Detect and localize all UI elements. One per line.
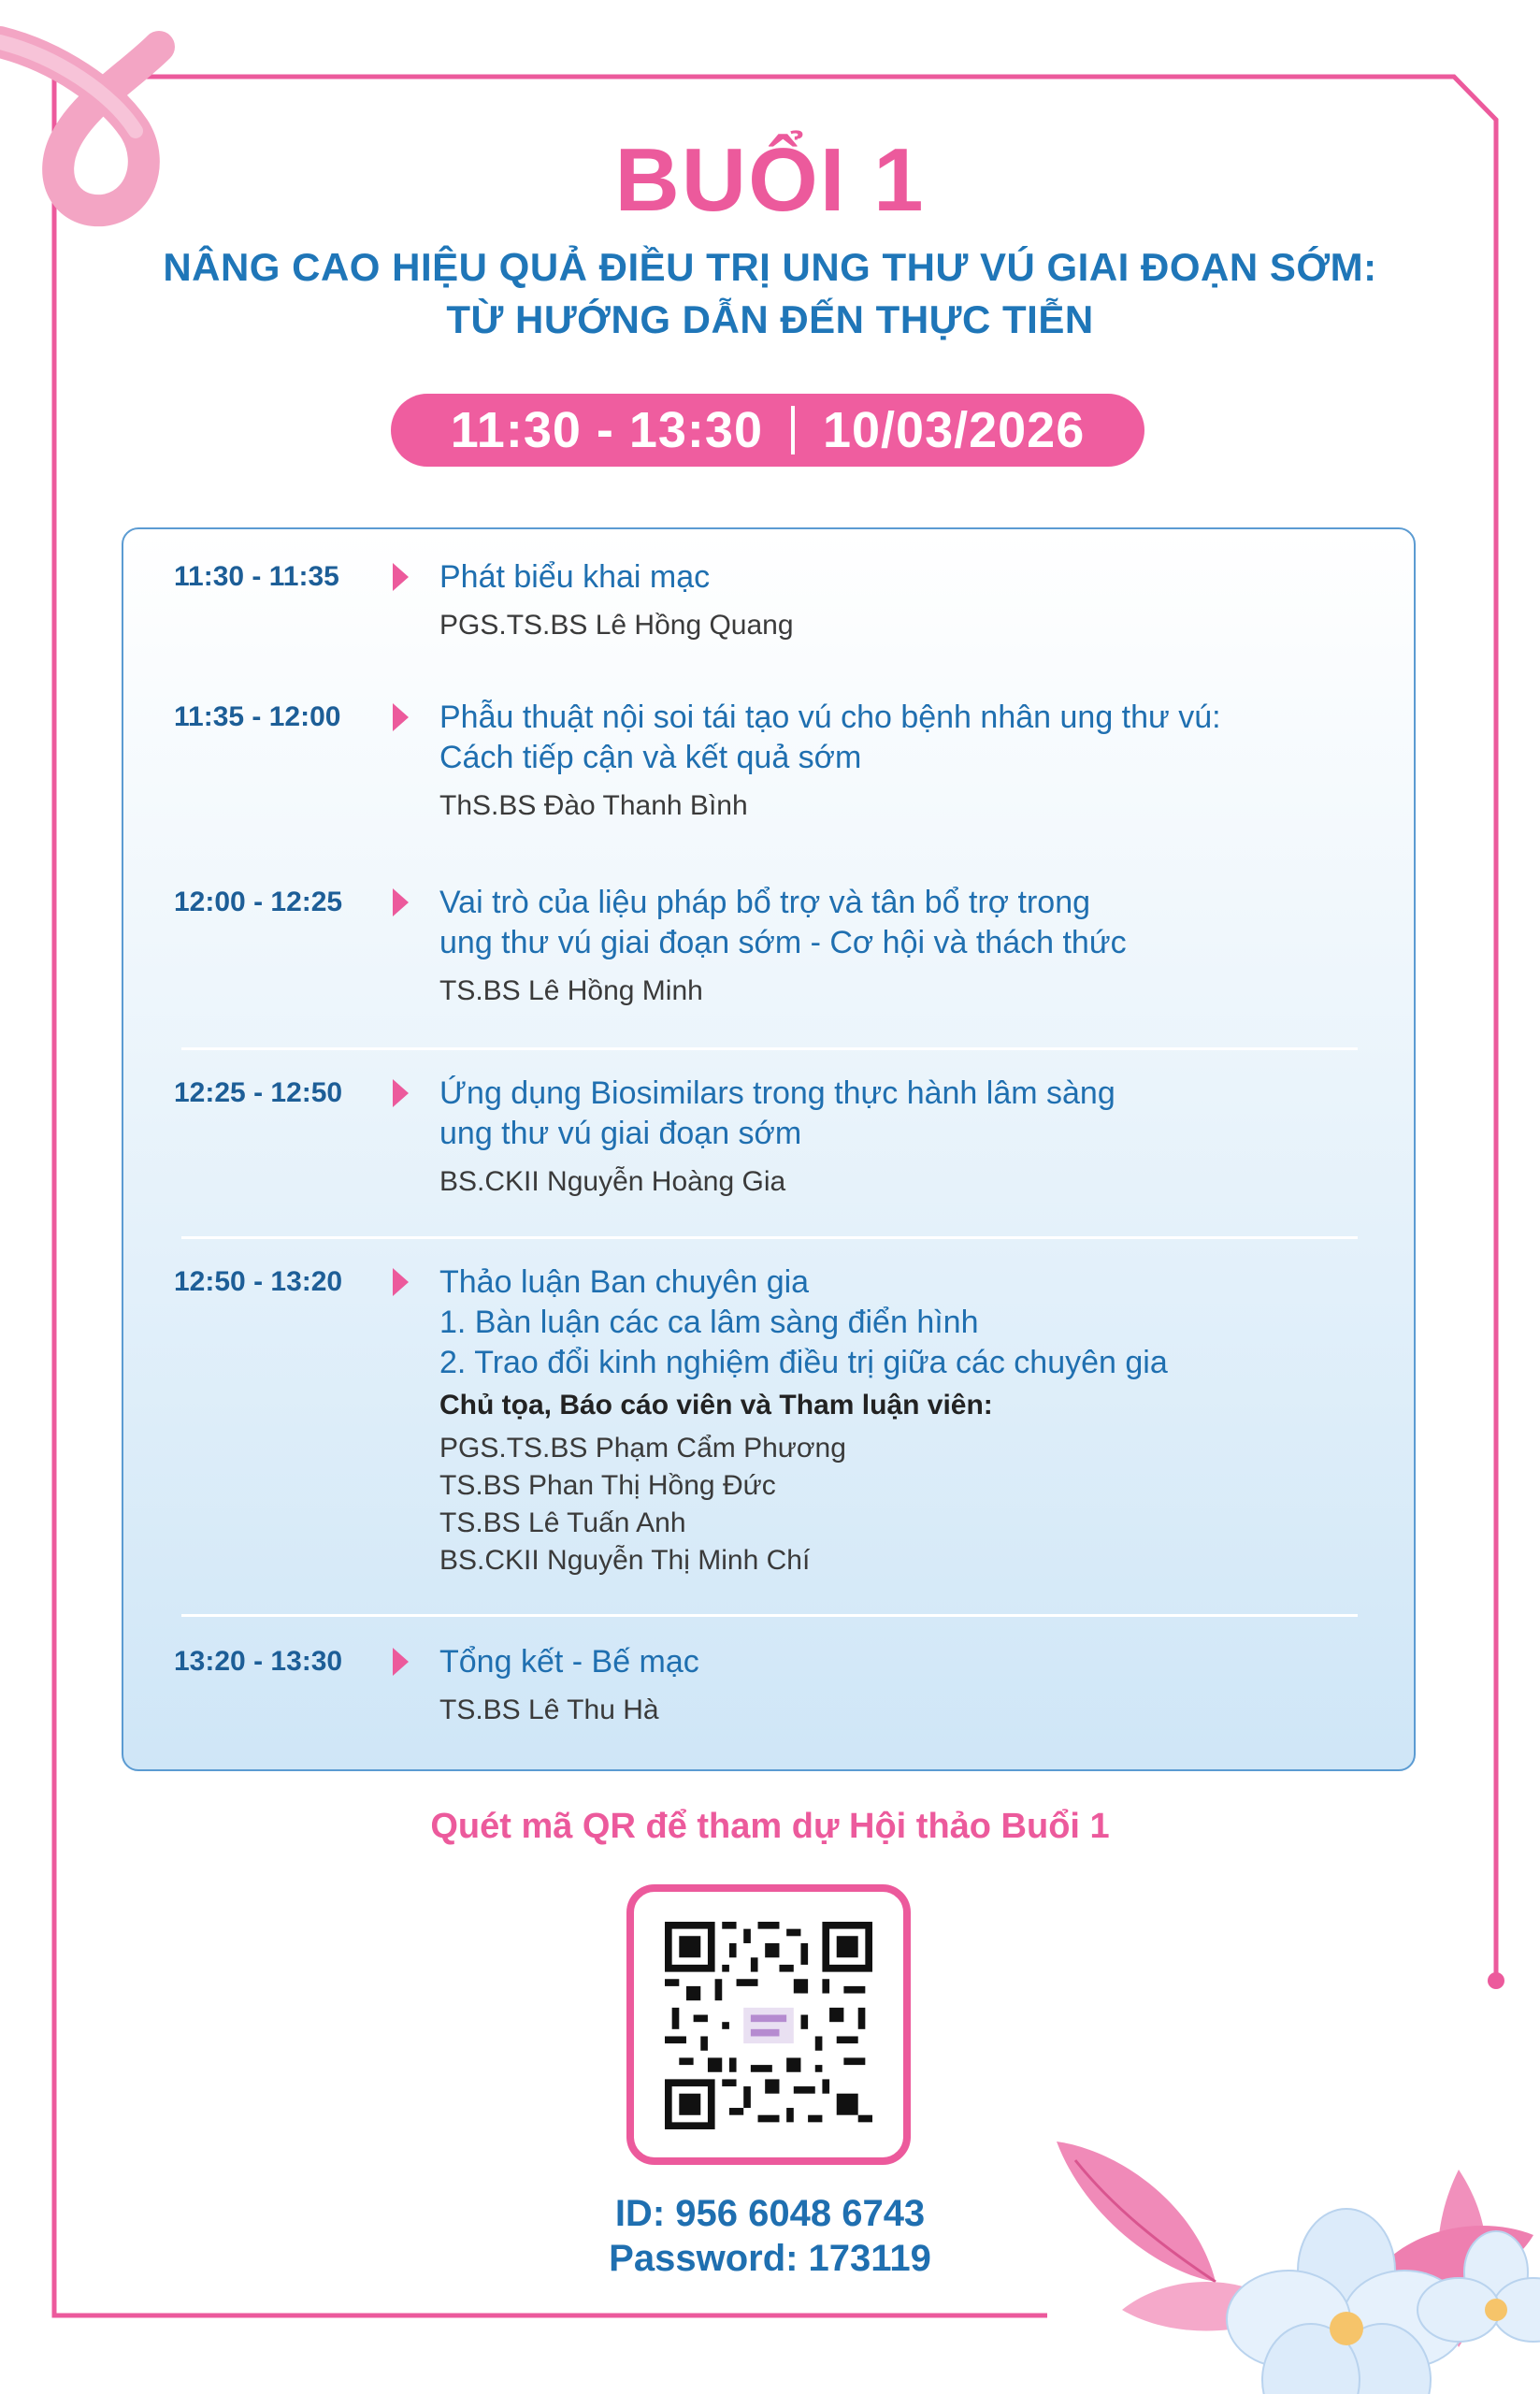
agenda-divider	[181, 1236, 1358, 1239]
agenda-speaker: PGS.TS.BS Phạm Cẩm Phương	[439, 1433, 846, 1464]
event-date: 10/03/2026	[822, 402, 1086, 458]
play-arrow-icon	[393, 703, 409, 731]
time-range: 11:30 - 13:30	[450, 402, 763, 458]
agenda-time: 12:25 - 12:50	[174, 1077, 343, 1108]
play-arrow-icon	[393, 888, 409, 916]
agenda-speaker: BS.CKII Nguyễn Hoàng Gia	[439, 1166, 786, 1197]
agenda-topic: 1. Bàn luận các ca lâm sàng điển hình	[439, 1305, 979, 1340]
play-arrow-icon	[393, 1648, 409, 1676]
agenda-time: 12:00 - 12:25	[174, 887, 343, 917]
date-time-badge	[391, 394, 1144, 467]
agenda-panel	[122, 527, 1416, 1771]
agenda-time: 12:50 - 13:20	[174, 1266, 343, 1297]
agenda-time: 11:35 - 12:00	[174, 701, 341, 732]
agenda-topic: Phẫu thuật nội soi tái tạo vú cho bệnh nhân ung thư vú:	[439, 699, 1221, 735]
agenda-topic: ung thư vú giai đoạn sớm - Cơ hội và thách thức	[439, 925, 1127, 960]
session-title: BUỔI 1	[614, 130, 926, 230]
agenda-speaker: TS.BS Lê Thu Hà	[439, 1695, 659, 1725]
agenda-topic: Thảo luận Ban chuyên gia	[439, 1264, 810, 1300]
meeting-password: Password: 173119	[609, 2238, 931, 2279]
agenda-time: 11:30 - 11:35	[174, 561, 339, 592]
agenda-divider	[181, 1047, 1358, 1050]
agenda-topic: Vai trò của liệu pháp bổ trợ và tân bổ trợ trong	[439, 885, 1091, 920]
agenda-speaker: TS.BS Lê Hồng Minh	[439, 975, 703, 1006]
agenda-time: 13:20 - 13:30	[174, 1646, 343, 1677]
agenda-speaker: ThS.BS Đào Thanh Bình	[439, 790, 748, 821]
agenda-topic: Tổng kết - Bế mạc	[439, 1644, 699, 1680]
agenda-topic: 2. Trao đổi kinh nghiệm điều trị giữa các chuyên gia	[439, 1345, 1168, 1380]
agenda-speaker: BS.CKII Nguyễn Thị Minh Chí	[439, 1545, 811, 1576]
qr-code-frame	[626, 1884, 911, 2165]
event-subtitle-line1: NÂNG CAO HIỆU QUẢ ĐIỀU TRỊ UNG THƯ VÚ GIAI ĐOẠN SỚM:	[163, 245, 1377, 289]
play-arrow-icon	[393, 563, 409, 591]
agenda-speaker: TS.BS Lê Tuấn Anh	[439, 1507, 686, 1538]
play-arrow-icon	[393, 1268, 409, 1296]
agenda-topic: Phát biểu khai mạc	[439, 559, 711, 595]
agenda-topic: Ứng dụng Biosimilars trong thực hành lâm sàng	[439, 1075, 1115, 1111]
agenda-speaker: PGS.TS.BS Lê Hồng Quang	[439, 610, 794, 641]
agenda-topic: ung thư vú giai đoạn sớm	[439, 1116, 802, 1151]
meeting-id: ID: 956 6048 6743	[614, 2193, 926, 2234]
agenda-speaker: TS.BS Phan Thị Hồng Đức	[439, 1470, 776, 1501]
agenda-topic: Cách tiếp cận và kết quả sớm	[439, 740, 862, 775]
qr-caption: Quét mã QR để tham dự Hội thảo Buổi 1	[430, 1807, 1110, 1846]
agenda-divider	[181, 1614, 1358, 1617]
event-subtitle-line2: TỪ HƯỚNG DẪN ĐẾN THỰC TIỄN	[446, 297, 1094, 341]
badge-separator	[791, 406, 795, 454]
play-arrow-icon	[393, 1079, 409, 1107]
qr-code-icon[interactable]	[662, 1922, 875, 2129]
agenda-role: Chủ tọa, Báo cáo viên và Tham luận viên:	[439, 1390, 993, 1421]
